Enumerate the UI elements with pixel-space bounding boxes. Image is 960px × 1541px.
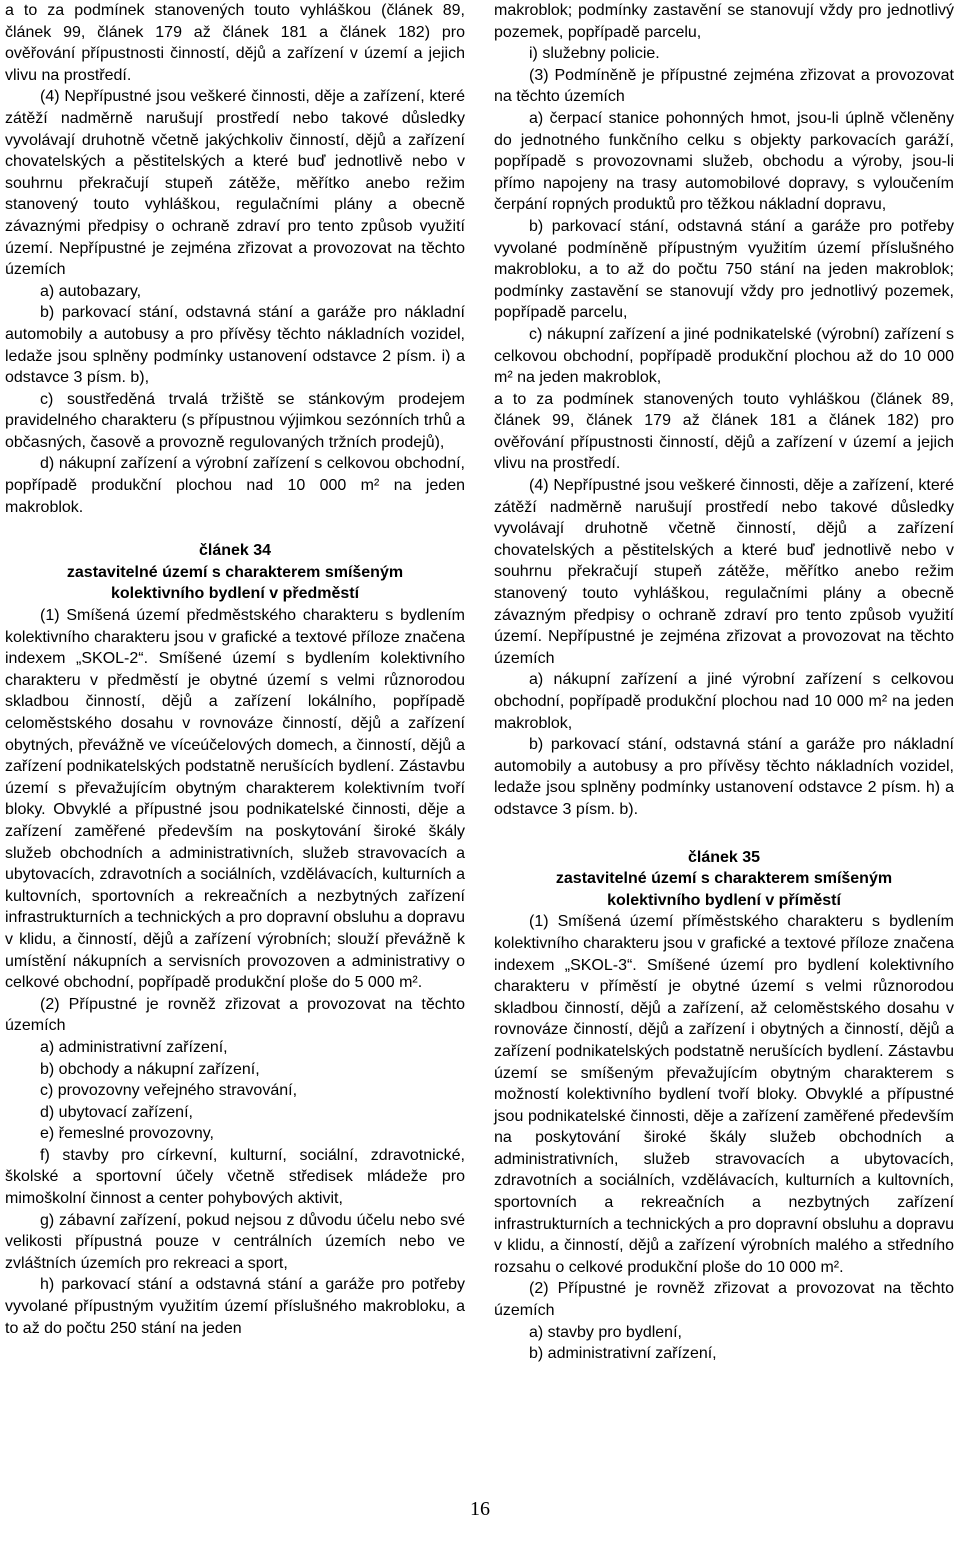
page-number: 16 [470,1498,490,1520]
list-item: a) stavby pro bydlení, [529,1323,682,1341]
list-item: d) nákupní zařízení a výrobní zařízení s celkovou obchodní, popřípadě produkční plochou nad 10 000 m² na jeden makroblok. [5,455,465,516]
article-heading [5,540,465,605]
list-item: b) parkovací stání, odstavná stání a garáže pro potřeby vyvolané podmíněně přípustným využitím území příslušného makrobloku, a to až do počtu 750 stání na jeden makroblok; podmínky zastavění se stanovují vždy pro jednotlivý pozemek, popřípadě parcelu, [494,217,954,322]
list-item: b) parkovací stání, odstavná stání a garáže pro nákladní automobily a autobusy a pro přívěsy těchto nákladních vozidel, ledaže jsou splněny podmínky ustanovení odstavce 2 písm. h) a odstavce 3 písm. b). [494,736,954,818]
article-title: zastavitelné území s charakterem smíšeným [555,870,893,888]
list-item: a) administrativní zařízení, [40,1038,228,1056]
paragraph: (1) Smíšená území předměstského charakteru s bydlením kolektivního charakteru jsou v grafické a textové příloze značena indexem „SKOL-2“. Smíšené území s bydlením kolektivního charakteru v předměstí je obytné území s velmi různorodou skladbou činností, dějů a zařízení lokálního, popřípadě celoměstského dosahu v rovnováze činností, dějů a zařízení obytných, převážně ve víceúčelových domech, a činností, dějů a zařízení podnikatelských podstatně nerušících bydlení. Zástavbu území s převažujícím obytným charakterem kolektivním tvoří bloky. Obvyklé a přípustné jsou podnikatelské činnosti, děje a zařízení zaměřené především na poskytování široké škály služeb obchodních a administrativních, služeb stravovacích a ubytovacích, zdravotních a sociálních, vzdělávacích, kulturních a kultovních, sportovních a rekreačních a nezbytných zařízení infrastrukturních a technických a pro dopravní obsluhu a dopravu v klidu, a činností, dějů a zařízení výrobních; slouží převážně k umístění nákupních a servisních provozoven a administrativy o celkové obchodní, popřípadě produkční ploše do 5 000 m². [5,607,465,992]
right-column [494,0,954,1365]
list-item: b) parkovací stání, odstavná stání a garáže pro nákladní automobily a autobusy a pro přívěsy těchto nákladních vozidel, ledaže jsou splněny podmínky ustanovení odstavce 2 písm. i) a odstavce 3 písm. b), [5,304,465,387]
list-item: a) čerpací stanice pohonných hmot, jsou-li úplně včleněny do jednotného funkčního celku s objekty parkovacích garáží, popřípadě s provozovnami služeb, obchodu a výroby, jsou-li přímo napojeny na trasy automobilové dopravy, s vyloučením čerpání ropných produktů pro těžkou nákladní dopravu, [494,109,954,214]
list-item: a) autobazary, [40,282,142,300]
list-item: b) obchody a nákupní zařízení, [40,1060,260,1078]
list-item: e) řemeslné provozovny, [40,1125,214,1143]
paragraph: (4) Nepřípustné jsou veškeré činnosti, děje a zařízení, které zátěží nadměrně narušují prostředí nebo takové důsledky vyvolávají druhotně včetně činností, dějů a zařízení chovatelských a pěstitelských a které buď jednotlivě nebo v souhrnu překračují stupeň zátěže, měřítko anebo režim stanovený touto vyhláškou, regulačními plány a obecně závazným předpisy o ochraně zdraví pro tento způsob využití území. Nepřípustné je zejména zřizovat a provozovat na těchto územích [494,477,954,667]
paragraph: a to za podmínek stanovených touto vyhláškou (článek 89, článek 99, článek 179 až článek 181 a článek 182) pro ověřování přípustnosti činností, dějů a zařízení v území a jejich vlivu na prostředí. [5,2,465,84]
list-item: h) parkovací stání a odstavná stání a garáže pro potřeby vyvolané přípustným využitím území příslušného makrobloku, a to až do počtu 250 stání na jeden [5,1276,465,1337]
article-title: zastavitelné území s charakterem smíšeným [66,563,404,581]
article-heading [494,847,954,912]
paragraph: (1) Smíšená území příměstského charakteru s bydlením kolektivního charakteru jsou v grafické a textové příloze značena indexem „SKOL-3“. Smíšené území pro bydlení kolektivního charakteru v příměstí je obytné území s velmi různorodou skladbou činností, dějů a zařízení, až celoměstského dosahu v rovnováze činností, dějů a zařízení i obytných a činností, dějů a zařízení podnikatelských podstatně nerušících bydlení. Zástavbu území se smíšeným převažujícím obytným charakterem s možností kolektivního bydlení tvoří bloky. Obvyklé a přípustné jsou podnikatelské činnosti, děje a zařízení zaměřené především na poskytování široké škály služeb obchodních a administrativních, služeb stravovacích a ubytovacích, zdravotních a sociálních, vzdělávacích, kulturních a kultovních, sportovních a rekreačních a nezbytných zařízení infrastrukturních a technických a pro dopravní obsluhu a dopravu v klidu, a činností, dějů a zařízení výrobních malého a středního rozsahu o celkové produkční ploše do 10 000 m². [494,913,954,1276]
list-item: f) stavby pro církevní, kulturní, sociální, zdravotnické, školské a sportovní účely včetně středisek mládeže pro mimoškolní činnost a center pohybových aktivit, [5,1146,465,1208]
article-title: kolektivního bydlení v předměstí [110,585,360,603]
list-item: i) služebny policie. [529,45,660,63]
list-item: g) zábavní zařízení, pokud nejsou z důvodu účelu nebo své velikosti přípustná pouze v centrálních územích nebo ve zvláštních územích pro rekreaci a sport, [5,1211,465,1272]
paragraph: (2) Přípustné je rovněž zřizovat a provozovat na těchto územích [5,995,465,1035]
article-title: kolektivního bydlení v příměstí [607,891,841,909]
paragraph: makroblok; podmínky zastavění se stanovují vždy pro jednotlivý pozemek, popřípadě parcelu, [494,2,954,41]
list-item: b) administrativní zařízení, [529,1345,717,1363]
paragraph: a to za podmínek stanovených touto vyhláškou (článek 89, článek 99, článek 179 až článek 181 a článek 182) pro ověřování přípustnosti činností, dějů a zařízení v území a jejich vlivu na prostředí. [494,390,954,473]
paragraph: (3) Podmíněně je přípustné zejména zřizovat a provozovat na těchto územích [494,66,954,106]
left-column [5,0,465,1339]
list-item: d) ubytovací zařízení, [40,1103,193,1121]
list-item: c) provozovny veřejného stravování, [40,1082,298,1100]
article-number: článek 34 [198,542,272,560]
paragraph: (2) Přípustné je rovněž zřizovat a provozovat na těchto územích [494,1280,954,1320]
paragraph: (4) Nepřípustné jsou veškeré činnosti, děje a zařízení, které zátěží nadměrně narušují prostředí nebo takové důsledky vyvolávají druhotně včetně jakýchkoliv činností, dějů a zařízení chovatelských a pěstitelských a které buď jednotlivě nebo v souhrnu překračují stupeň zátěže, měřítko anebo režim stanovený touto vyhláškou, regulačními plány a obecně závaznými předpisy o ochraně zdraví pro tento způsob využití území. Nepřípustné je zejména zřizovat a provozovat na těchto územích [5,88,465,279]
list-item: c) nákupní zařízení a jiné podnikatelské (výrobní) zařízení s celkovou obchodní, popřípadě produkční plochou až do 10 000 m² na jeden makroblok, [494,325,954,387]
article-number: článek 35 [687,848,761,866]
list-item: a) nákupní zařízení a jiné výrobní zařízení s celkovou obchodní, popřípadě produkční plochou nad 10 000 m² na jeden makroblok, [494,671,954,732]
list-item: c) soustředěná trvalá tržiště se stánkovým prodejem pravidelného charakteru (s přípustnou výjimkou sezónních trhů a občasných, časově a provozně regulovaných tržních prodejů), [5,390,465,451]
